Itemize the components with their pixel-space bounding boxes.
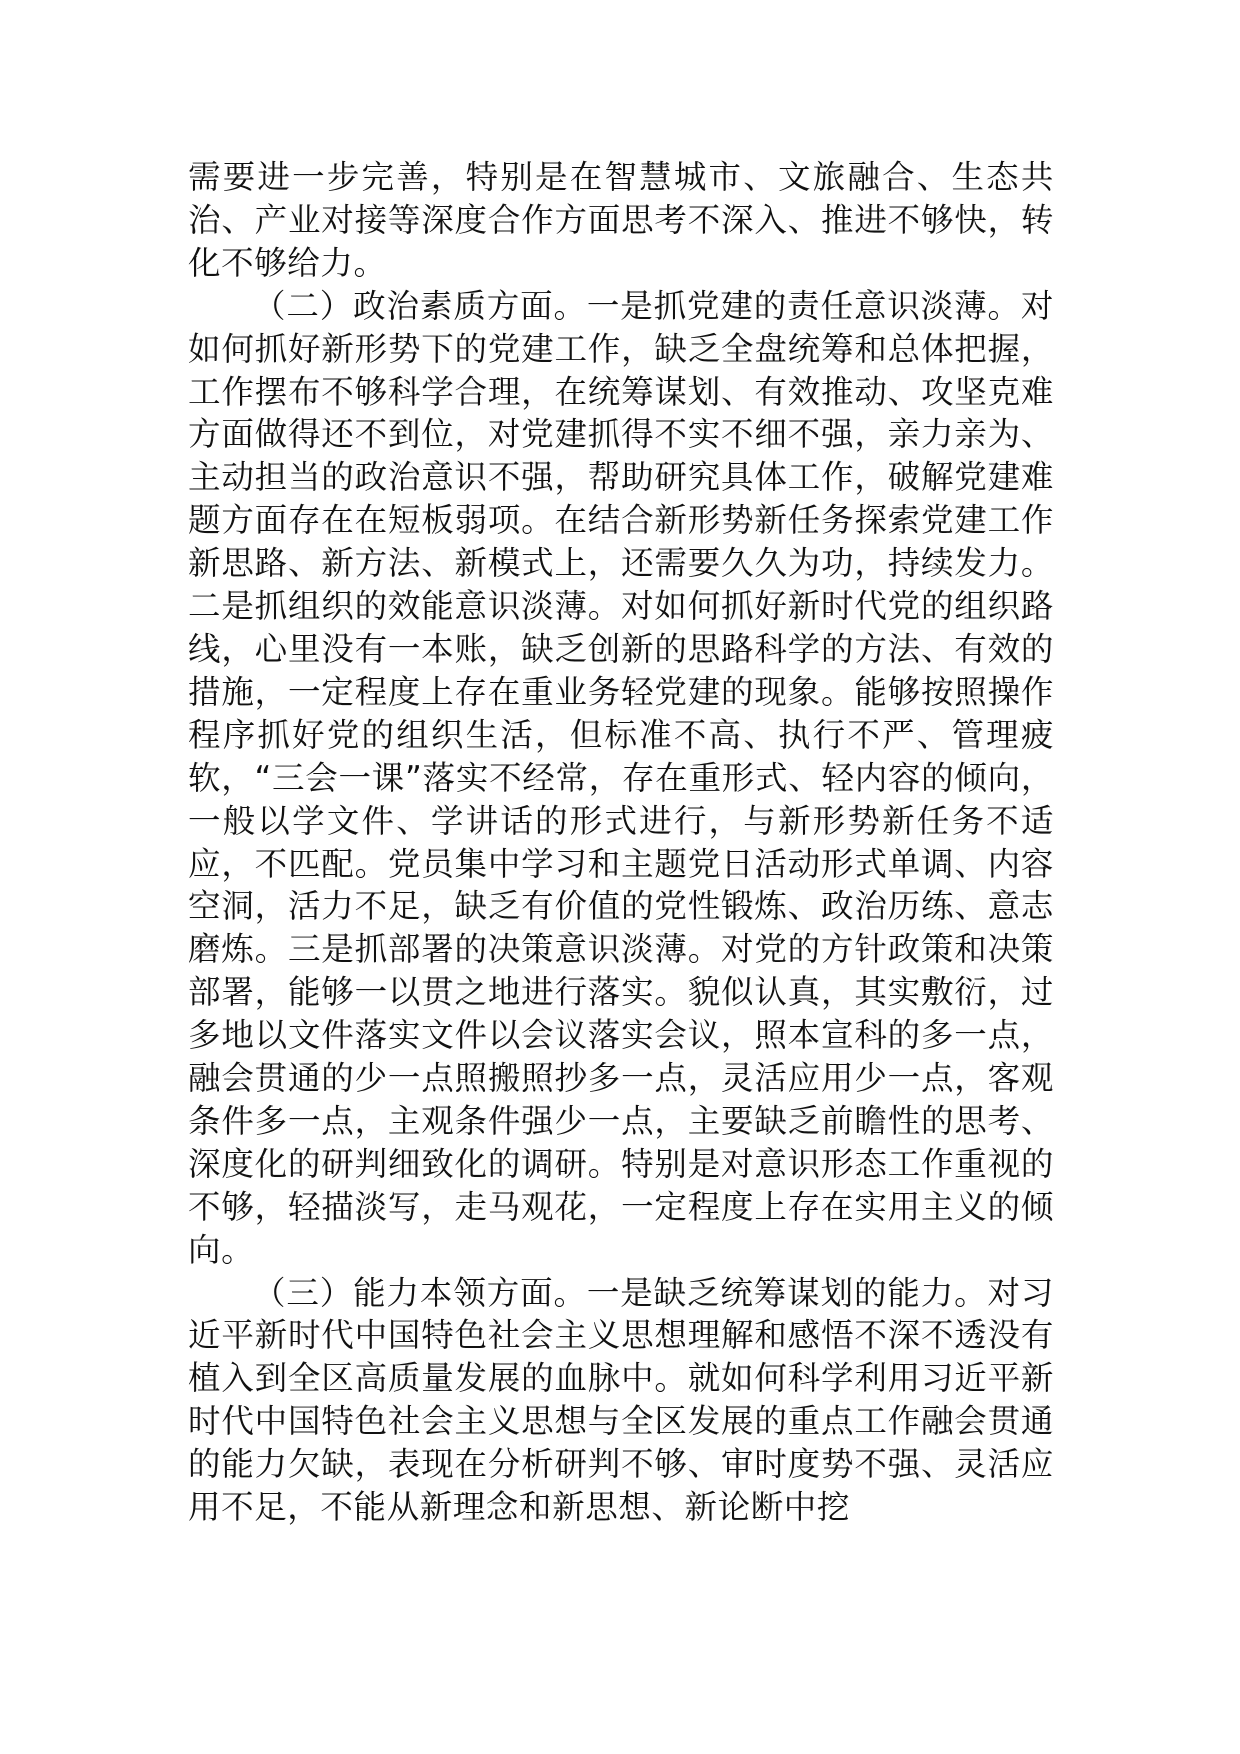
paragraph-capability: （三）能力本领方面。一是缺乏统筹谋划的能力。对习近平新时代中国特色社会主义思想理解和感悟不深不透没有植入到全区高质量发展的血脉中。就如何科学利用习近平新时代中国特色社会主义思想与全区发展的重点工作融会贯通的能力欠缺，表现在分析研判不够、审时度势不强、灵活应用不足，不能从新理念和新思想、新论断中挖	[188, 1273, 1054, 1527]
paragraph-continuation: 需要进一步完善，特别是在智慧城市、文旅融合、生态共治、产业对接等深度合作方面思考不深入、推进不够快，转化不够给力。	[188, 158, 1054, 282]
paragraph-political-quality: （二）政治素质方面。一是抓党建的责任意识淡薄。对如何抓好新形势下的党建工作，缺乏全盘统筹和总体把握，工作摆布不够科学合理，在统筹谋划、有效推动、攻坚克难方面做得还不到位，对党建抓得不实不细不强，亲力亲为、主动担当的政治意识不强，帮助研究具体工作，破解党建难题方面存在在短板弱项。在结合新形势新任务探索党建工作新思路、新方法、新模式上，还需要久久为功，持续发力。二是抓组织的效能意识淡薄。对如何抓好新时代党的组织路线，心里没有一本账，缺乏创新的思路科学的方法、有效的措施，一定程度上存在重业务轻党建的现象。能够按照操作程序抓好党的组织生活，但标准不高、执行不严、管理疲软，“三会一课”落实不经常，存在重形式、轻内容的倾向，一般以学文件、学讲话的形式进行，与新形势新任务不适应，不匹配。党员集中学习和主题党日活动形式单调、内容空洞，活力不足，缺乏有价值的党性锻炼、政治历练、意志磨炼。三是抓部署的决策意识淡薄。对党的方针政策和决策部署，能够一以贯之地进行落实。貌似认真，其实敷衍，过多地以文件落实文件以会议落实会议，照本宣科的多一点，融会贯通的少一点照搬照抄多一点，灵活应用少一点，客观条件多一点，主观条件强少一点，主要缺乏前瞻性的思考、深度化的研判细致化的调研。特别是对意识形态工作重视的不够，轻描淡写，走马观花，一定程度上存在实用主义的倾向。	[188, 286, 1054, 1269]
document-body	[188, 156, 1054, 1529]
